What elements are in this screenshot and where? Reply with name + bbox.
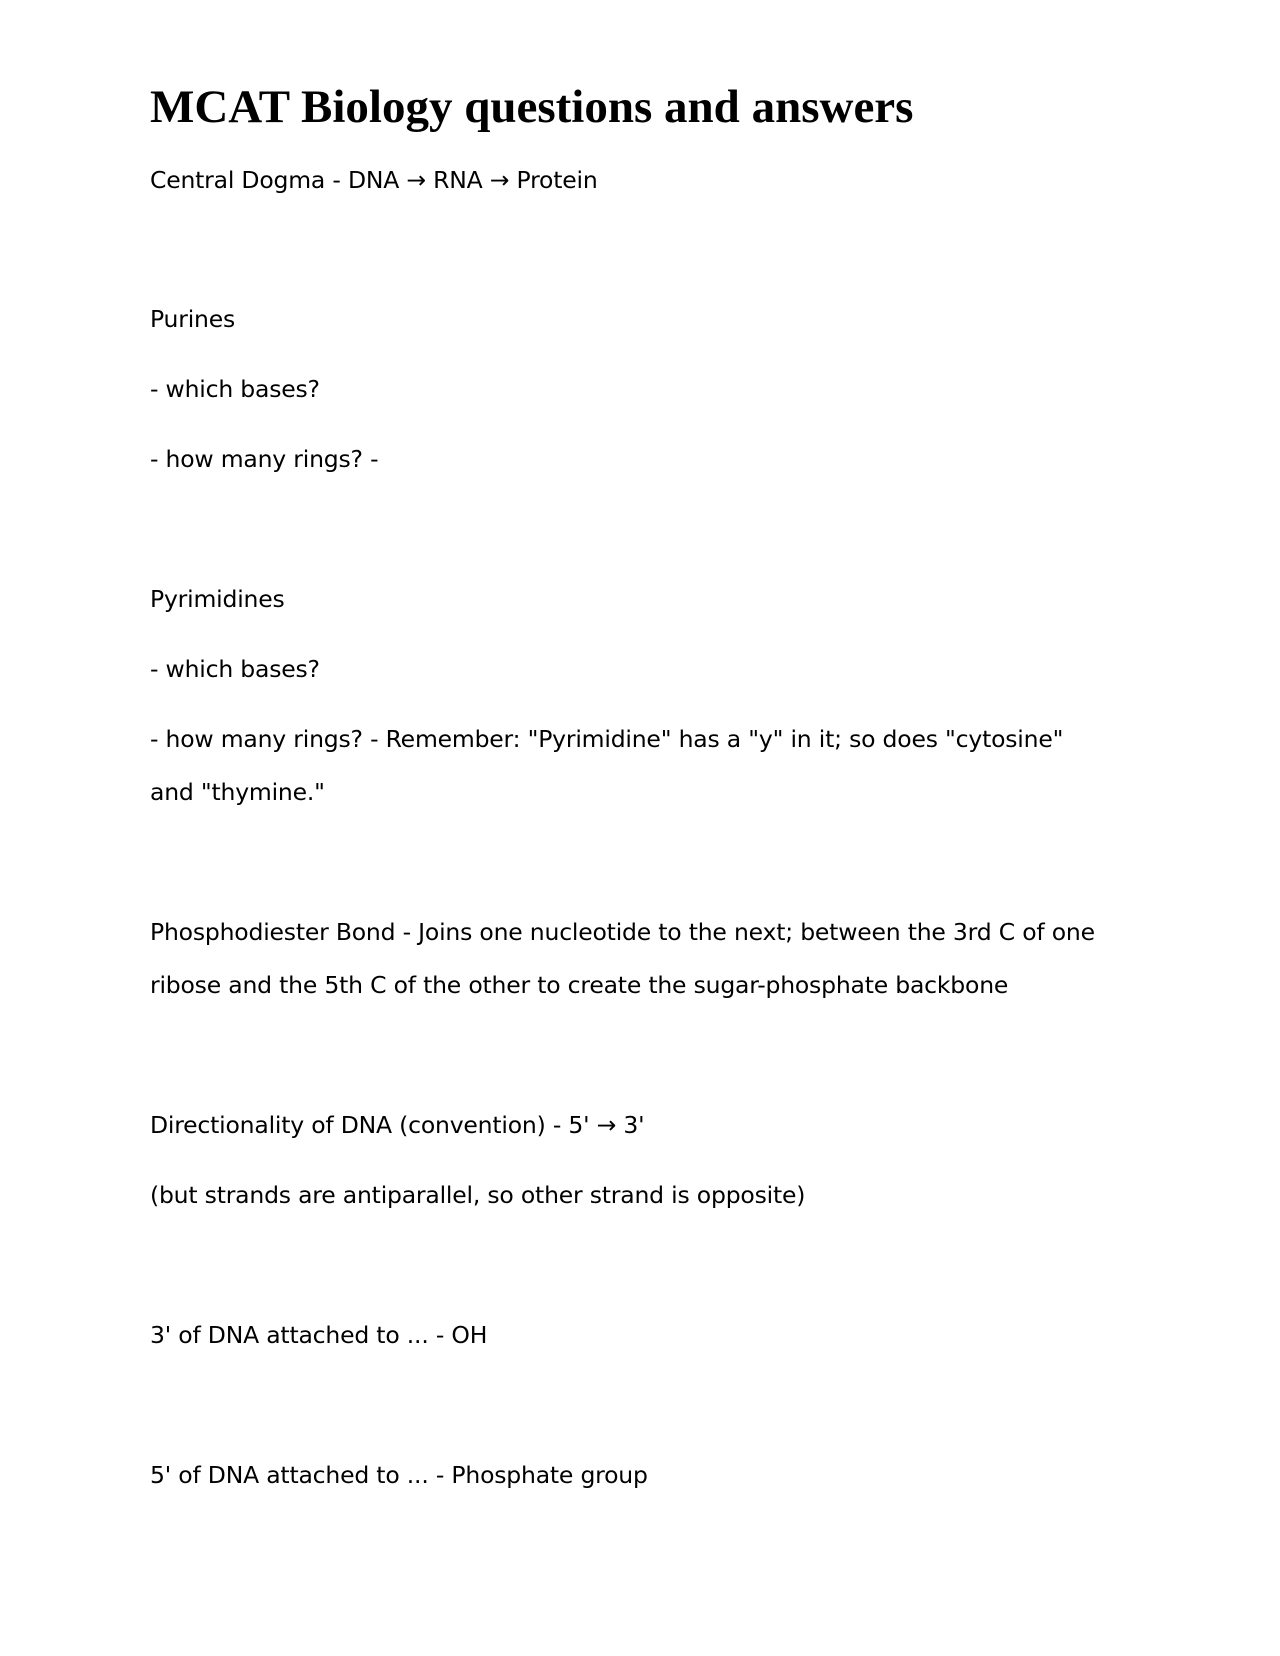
phosphodiester-bond-line: Phosphodiester Bond - Joins one nucleotide to the next; between the 3rd C of one <box>150 918 1095 946</box>
three-prime-line: 3' of DNA attached to ... - OH <box>150 1321 488 1349</box>
five-prime-line: 5' of DNA attached to ... - Phosphate group <box>150 1461 648 1489</box>
antiparallel-note: (but strands are antiparallel, so other strand is opposite) <box>150 1181 806 1209</box>
directionality-line: Directionality of DNA (convention) - 5' → 3' <box>150 1111 645 1139</box>
document-title: MCAT Biology questions and answers <box>150 81 914 133</box>
pyrimidines-bases-question: - which bases? <box>150 655 320 683</box>
pyrimidines-rings-question-cont: and "thymine." <box>150 778 325 806</box>
pyrimidines-rings-question: - how many rings? - Remember: "Pyrimidine" has a "y" in it; so does "cytosine" <box>150 725 1064 753</box>
phosphodiester-bond-line-cont: ribose and the 5th C of the other to create the sugar-phosphate backbone <box>150 971 1009 999</box>
purines-bases-question: - which bases? <box>150 375 320 403</box>
central-dogma-line: Central Dogma - DNA → RNA → Protein <box>150 166 598 194</box>
purines-rings-question: - how many rings? - <box>150 445 379 473</box>
purines-heading: Purines <box>150 305 236 333</box>
pyrimidines-heading: Pyrimidines <box>150 585 285 613</box>
